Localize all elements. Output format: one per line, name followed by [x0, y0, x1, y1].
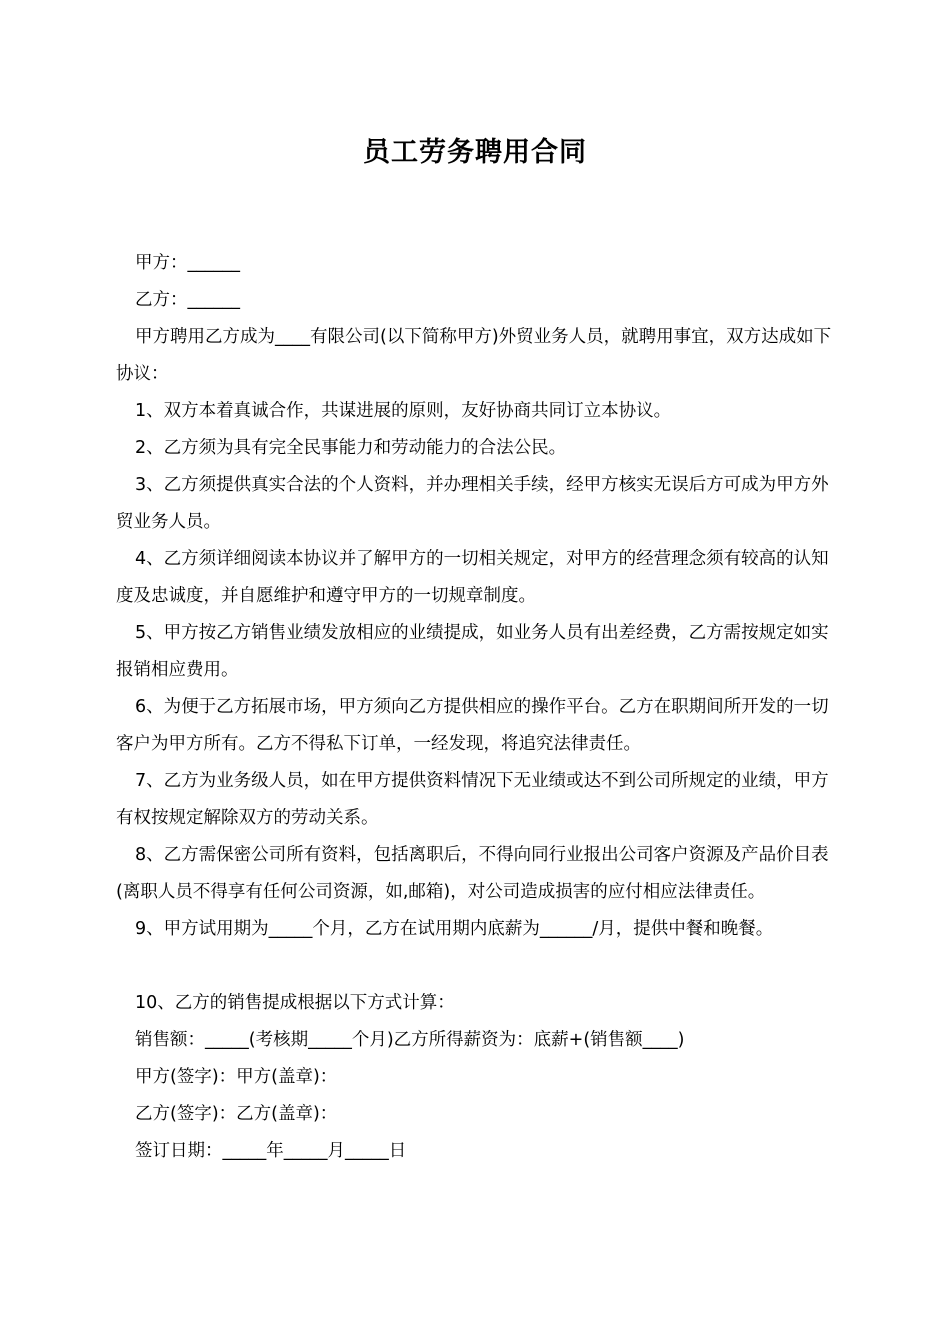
intro-paragraph: 甲方聘用乙方成为____有限公司(以下简称甲方)外贸业务人员，就聘用事宜，双方达成如下协议：: [116, 327, 832, 384]
party-a-line: 甲方：______: [135, 253, 240, 273]
clause-2: 2、乙方须为具有完全民事能力和劳动能力的合法公民。: [135, 438, 567, 458]
clause-10: 10、乙方的销售提成根据以下方式计算：: [135, 993, 455, 1013]
clause-6: 6、为便于乙方拓展市场，甲方须向乙方提供相应的操作平台。乙方在职期间所开发的一切客户为甲方所有。乙方不得私下订单，一经发现，将追究法律责任。: [116, 697, 829, 754]
clause-4: 4、乙方须详细阅读本协议并了解甲方的一切相关规定，对甲方的经营理念须有较高的认知度及忠诚度，并自愿维护和遵守甲方的一切规章制度。: [116, 549, 829, 606]
party-b-line: 乙方：______: [135, 290, 240, 310]
party-b-signature-line: 乙方(签字)：乙方(盖章)：: [135, 1104, 338, 1124]
clause-7: 7、乙方为业务级人员，如在甲方提供资料情况下无业绩或达不到公司所规定的业绩，甲方有权按规定解除双方的劳动关系。: [116, 771, 829, 828]
blank-line: [116, 948, 846, 985]
clause-5: 5、甲方按乙方销售业绩发放相应的业绩提成，如业务人员有出差经费，乙方需按规定如实报销相应费用。: [116, 623, 829, 680]
party-a-signature-line: 甲方(签字)：甲方(盖章)：: [135, 1067, 338, 1087]
clause-8: 8、乙方需保密公司所有资料，包括离职后，不得向同行业报出公司客户资源及产品价目表(离职人员不得享有任何公司资源，如,邮箱)，对公司造成损害的应付相应法律责任。: [116, 845, 829, 902]
signing-date-line: 签订日期：_____年_____月_____日: [135, 1141, 407, 1161]
clause-1: 1、双方本着真诚合作，共谋进展的原则，友好协商共同订立本协议。: [135, 401, 672, 421]
clause-9: 9、甲方试用期为_____个月，乙方在试用期内底薪为______/月，提供中餐和晚餐。: [135, 919, 774, 939]
document-title: 员工劳务聘用合同: [363, 137, 587, 168]
sales-formula-line: 销售额：_____(考核期_____个月)乙方所得薪资为：底薪+(销售额____): [135, 1030, 685, 1050]
document-body: [116, 245, 846, 1170]
clause-3: 3、乙方须提供真实合法的个人资料，并办理相关手续，经甲方核实无误后方可成为甲方外贸业务人员。: [116, 475, 829, 532]
